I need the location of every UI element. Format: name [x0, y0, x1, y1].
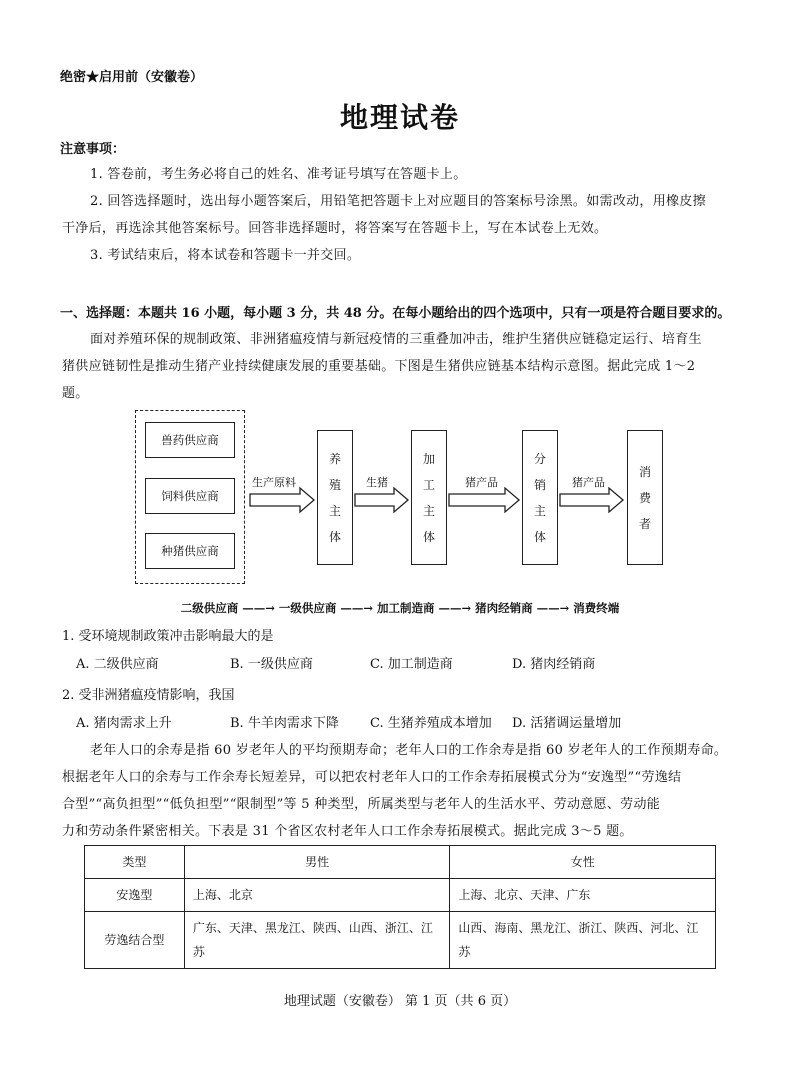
supplier-breeding-pig: 种猪供应商 [145, 533, 235, 569]
arrow-label-live-pigs: 生猪 [366, 476, 388, 489]
row-male: 广东、天津、黑龙江、陕西、山西、浙江、江苏 [184, 912, 450, 969]
confidential-label: 绝密★启用前（安徽卷） [60, 70, 204, 85]
row-type: 劳逸结合型 [85, 912, 185, 969]
page-footer: 地理试题（安徽卷） 第 1 页（共 6 页） [283, 994, 517, 1009]
passage-line-3: 合型”“高负担型”“低负担型”“限制型”等 5 种类型，所属类型与老年人的生活水平、劳动意愿、劳动能 [62, 797, 661, 812]
table-row [85, 912, 716, 969]
question-1-stem: 1. 受环境规制政策冲击影响最大的是 [62, 629, 274, 644]
arrow-label-raw-materials: 生产原料 [252, 476, 296, 489]
table-header-row [85, 846, 716, 879]
q1-option-c: C. 加工制造商 [370, 657, 453, 672]
row-female: 上海、北京、天津、广东 [450, 879, 716, 912]
arrow-3 [449, 488, 519, 512]
work-life-table [84, 845, 716, 969]
row-female: 山西、海南、黑龙江、浙江、陕西、河北、江苏 [450, 912, 716, 969]
page-title: 地理试卷 [339, 101, 460, 134]
box-consumer: 消 费 者 [627, 430, 663, 565]
arrow-1 [250, 488, 314, 512]
header-male: 男性 [184, 846, 450, 879]
q1-option-d: D. 猪肉经销商 [512, 657, 596, 672]
supplier-vet-drug: 兽药供应商 [145, 422, 235, 458]
intro-line-2: 猪供应链韧性是推动生猪产业持续健康发展的重要基础。下图是生猪供应链基本结构示意图。据此完成 1～2 [62, 359, 696, 374]
supply-chain-caption: 二级供应商 ——→ 一级供应商 ——→ 加工制造商 ——→ 猪肉经销商 ——→ 消费终端 [180, 601, 620, 615]
notes-heading: 注意事项： [60, 142, 126, 157]
arrow-label-pig-products-2: 猪产品 [572, 476, 605, 489]
table-row [85, 879, 716, 912]
note-item-2-line-1: 2. 回答选择题时，选出每小题答案后，用铅笔把答题卡上对应题目的答案标号涂黑。如需改动，用橡皮擦 [90, 194, 706, 209]
intro-line-3: 题。 [62, 386, 89, 401]
section-heading: 一、选择题：本题共 16 小题，每小题 3 分，共 48 分。在每小题给出的四个选项中，只有一项是符合题目要求的。 [60, 306, 731, 321]
arrow-4 [560, 488, 623, 512]
header-type: 类型 [85, 846, 185, 879]
q2-option-c: C. 生猪养殖成本增加 [370, 716, 492, 731]
q2-option-a: A. 猪肉需求上升 [76, 716, 172, 731]
intro-line-1: 面对养殖环保的规制政策、非洲猪瘟疫情与新冠疫情的三重叠加冲击，维护生猪供应链稳定运行、培育生 [90, 332, 702, 347]
passage-line-4: 力和劳动条件紧密相关。下表是 31 个省区农村老年人口工作余寿拓展模式。据此完成 3～5 题。 [62, 824, 633, 839]
passage-line-2: 根据老年人口的余寿与工作余寿长短差异，可以把农村老年人口的工作余寿拓展模式分为“安逸型”“劳逸结 [62, 770, 682, 785]
note-item-1: 1. 答卷前，考生务必将自己的姓名、准考证号填写在答题卡上。 [90, 167, 467, 182]
box-distribution-entity: 分 销 主 体 [522, 430, 558, 565]
arrow-2 [355, 488, 408, 512]
note-item-2-line-2: 干净后，再选涂其他答案标号。回答非选择题时，将答案写在答题卡上，写在本试卷上无效。 [62, 221, 608, 236]
header-female: 女性 [450, 846, 716, 879]
passage-line-1: 老年人口的余寿是指 60 岁老年人的平均预期寿命；老年人口的工作余寿是指 60 岁老年人的工作预期寿命。 [90, 743, 728, 758]
question-2-stem: 2. 受非洲猪瘟疫情影响，我国 [62, 688, 235, 703]
q2-option-b: B. 牛羊肉需求下降 [230, 716, 339, 731]
note-item-3: 3. 考试结束后，将本试卷和答题卡一并交回。 [90, 248, 361, 263]
arrow-label-pig-products-1: 猪产品 [465, 476, 498, 489]
row-male: 上海、北京 [184, 879, 450, 912]
box-farming-entity: 养 殖 主 体 [317, 430, 353, 565]
q1-option-a: A. 二级供应商 [76, 657, 159, 672]
q1-option-b: B. 一级供应商 [230, 657, 313, 672]
row-type: 安逸型 [85, 879, 185, 912]
q2-option-d: D. 活猪调运量增加 [512, 716, 622, 731]
box-processing-entity: 加 工 主 体 [411, 430, 447, 565]
supplier-feed: 饲料供应商 [145, 478, 235, 514]
